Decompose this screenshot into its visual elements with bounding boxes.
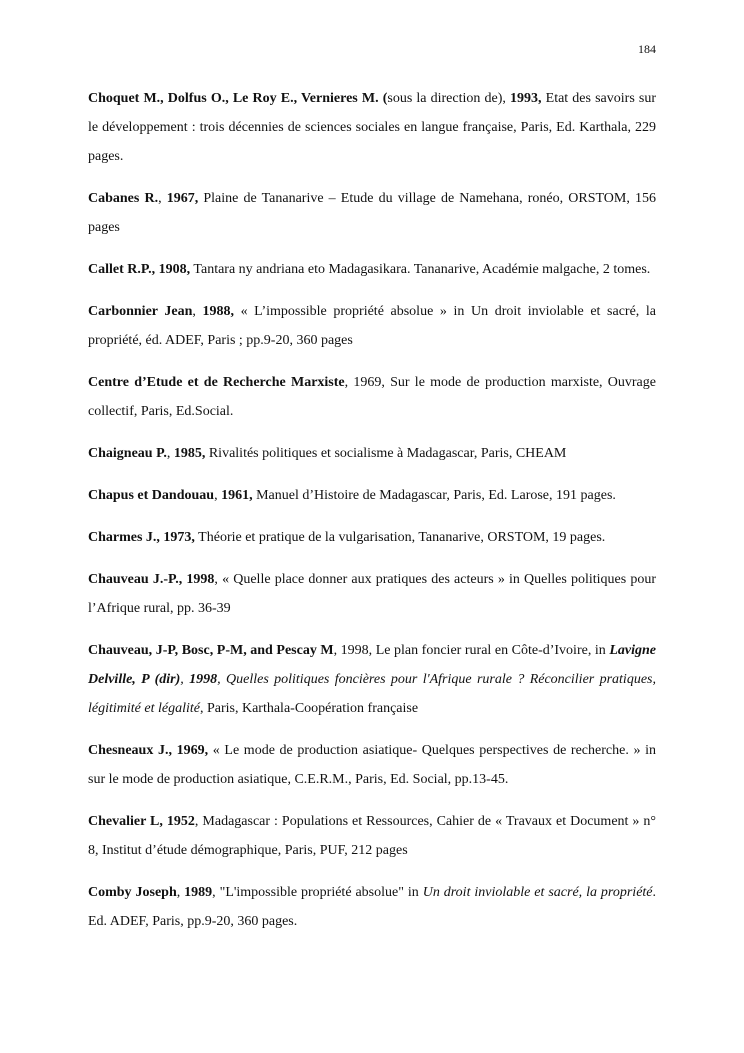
reference-text: , — [176, 885, 185, 900]
reference-text: « L’impossible propriété absolue » in Un droit inviolable et sacré, la propriété, éd. ADEF, Paris ; pp.9-20, 360 pages — [88, 304, 657, 348]
reference-text: Lavigne Delville, P (dir) — [88, 643, 656, 687]
reference-text: Tantara ny andriana eto Madagasikara. Tananarive, Académie malgache, 2 tomes. — [190, 262, 651, 277]
reference-text: Manuel d’Histoire de Madagascar, Paris, Ed. Larose, 191 pages. — [252, 488, 616, 503]
reference-entry — [88, 636, 656, 723]
reference-text: 1998 — [189, 672, 218, 687]
reference-text: , Paris, Karthala-Coopération française — [199, 701, 419, 716]
reference-text: Etat des savoirs sur le développement : trois décennies de sciences sociales en langue française, Paris, Ed. Karthala, 229 pages. — [88, 91, 656, 164]
reference-text: Plaine de Tananarive – Etude du village de Namehana, ronéo, ORSTOM, 156 pages — [88, 191, 656, 235]
reference-entry — [88, 481, 656, 510]
reference-entry — [88, 297, 656, 355]
reference-text: 1989 — [184, 885, 213, 900]
reference-text: Chauveau J.-P., 1998 — [88, 572, 215, 587]
reference-text: , 1969, Sur le mode de production marxiste, Ouvrage collectif, Paris, Ed.Social. — [88, 375, 656, 419]
reference-text: Choquet M., Dolfus O., Le Roy E., Vernieres M. ( — [88, 91, 388, 106]
reference-text: Chapus et Dandouau — [88, 488, 215, 503]
reference-text: Chevalier L, 1952 — [88, 814, 195, 829]
reference-text: , — [192, 304, 203, 319]
reference-text: , "L'impossible propriété absolue" in — [212, 885, 423, 900]
reference-text: Cabanes R. — [88, 191, 159, 206]
reference-text: Chauveau, J-P, Bosc, P-M, and Pescay M — [88, 643, 334, 658]
reference-entry — [88, 736, 656, 794]
reference-text: , — [158, 191, 167, 206]
reference-text: Carbonnier Jean — [88, 304, 193, 319]
reference-text: 1961, — [221, 488, 253, 503]
reference-text: 1985, — [173, 446, 206, 461]
reference-text: , Madagascar : Populations et Ressources, Cahier de « Travaux et Document » n° 8, Institut d’étude démographique, Paris, PUF, 212 pages — [88, 814, 657, 858]
reference-text: 1993, — [510, 91, 542, 106]
reference-text: Rivalités politiques et socialisme à Madagascar, Paris, CHEAM — [205, 446, 567, 461]
reference-text: « Le mode de production asiatique- Quelques perspectives de recherche. » in sur le mode de production asiatique, C.E.R.M., Paris, Ed. Social, pp.13-45. — [88, 743, 656, 787]
reference-text: Théorie et pratique de la vulgarisation, Tananarive, ORSTOM, 19 pages. — [194, 530, 606, 545]
reference-entry — [88, 807, 656, 865]
reference-text: Comby Joseph — [88, 885, 177, 900]
reference-text: Callet R.P., 1908, — [88, 262, 191, 277]
page-number: 184 — [638, 42, 656, 56]
reference-entry — [88, 255, 656, 284]
reference-text: Chesneaux J., 1969, — [88, 743, 209, 758]
reference-text: , « Quelle place donner aux pratiques des acteurs » in Quelles politiques pour l’Afrique rural, pp. 36-39 — [88, 572, 656, 616]
reference-text: , 1998, Le plan foncier rural en Côte-d’Ivoire, in — [333, 643, 610, 658]
reference-entry — [88, 565, 656, 623]
reference-text: , — [214, 488, 222, 503]
reference-text: , — [180, 672, 190, 687]
reference-text: , — [166, 446, 174, 461]
reference-text: Un droit inviolable et sacré, la propriété — [422, 885, 653, 900]
reference-entry — [88, 184, 656, 242]
reference-list — [88, 84, 656, 949]
reference-entry — [88, 523, 656, 552]
reference-text: . Ed. ADEF, Paris, pp.9-20, 360 pages. — [88, 885, 657, 929]
reference-entry — [88, 878, 656, 936]
reference-text: , Quelles politiques foncières pour l'Afrique rurale ? Réconcilier pratiques, légitimité et légalité — [88, 672, 656, 716]
reference-text: sous la direction de), — [387, 91, 511, 106]
reference-entry — [88, 439, 656, 468]
reference-entry — [88, 368, 656, 426]
reference-text: Charmes J., 1973, — [88, 530, 195, 545]
reference-text: 1967, — [166, 191, 199, 206]
reference-text: Centre d’Etude et de Recherche Marxiste — [88, 375, 345, 390]
reference-text: Chaigneau P. — [88, 446, 167, 461]
reference-entry — [88, 84, 656, 171]
reference-text: 1988, — [202, 304, 234, 319]
